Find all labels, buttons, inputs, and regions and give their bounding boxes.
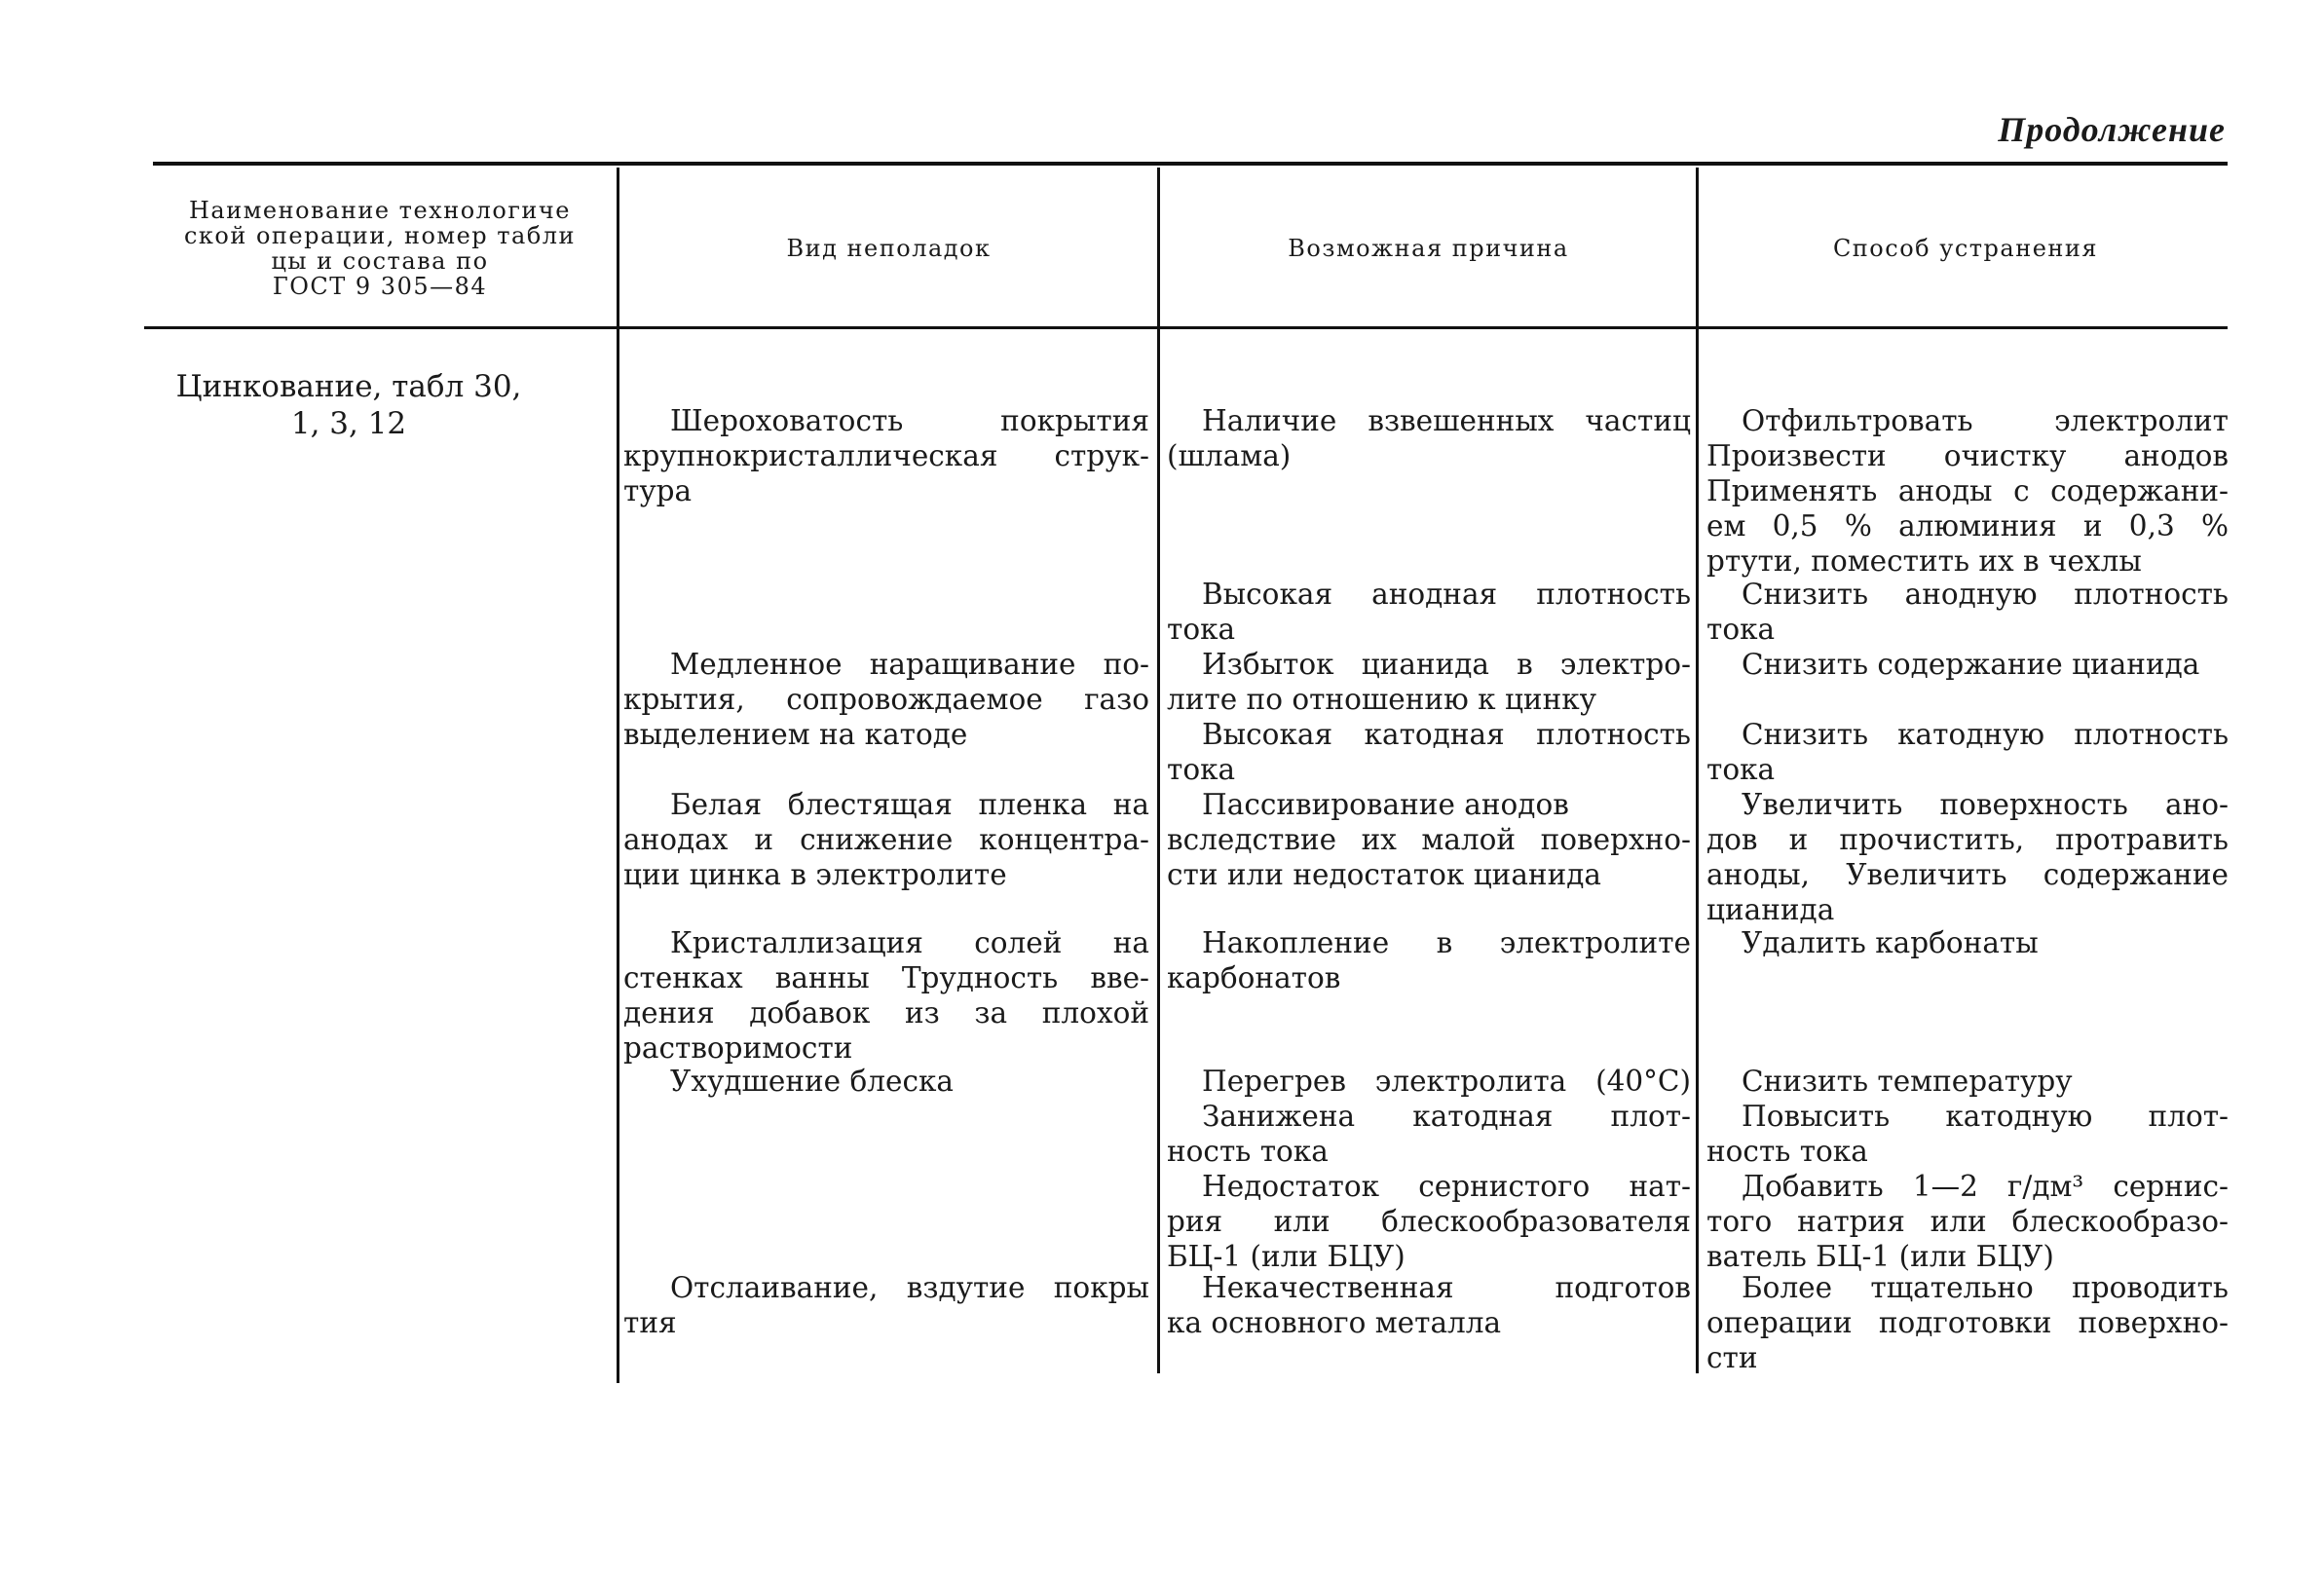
text-line: Белая блестящая пленка на: [670, 788, 1149, 821]
table-top-rule: [153, 162, 2228, 166]
text-line: дения добавок из за плохой: [623, 996, 1149, 1030]
text-line: аноды, Увеличить содержание: [1706, 858, 2229, 891]
text-line: Отфильтровать электролит: [1742, 404, 2229, 437]
header-operation-line: цы и состава по: [271, 247, 489, 275]
text-line: ртути, поместить их в чехлы: [1706, 544, 2142, 578]
cause-entry: [1167, 1099, 1691, 1169]
text-line: тока: [1167, 753, 1236, 786]
column-divider-3: [1696, 168, 1699, 1373]
header-operation-line: Наименование технологиче: [188, 197, 571, 224]
cause-entry: [1167, 577, 1691, 647]
defect-entry: [623, 1064, 1149, 1099]
text-line: Накопление в электролите: [1202, 926, 1691, 959]
text-line: ции цинка в электролите: [623, 858, 1007, 891]
defect-entry: [623, 787, 1149, 892]
text-line: Некачественная подготов: [1202, 1271, 1691, 1304]
text-line: Высокая анодная плотность: [1202, 578, 1691, 611]
text-line: вследствие их малой поверхно-: [1167, 823, 1691, 856]
text-line: Более тщательно проводить: [1742, 1271, 2229, 1304]
remedy-entry: [1706, 577, 2229, 647]
text-line: того натрия или блескообразо-: [1706, 1205, 2229, 1238]
text-line: ка основного металла: [1167, 1306, 1502, 1339]
header-operation-line: ской операции, номер табли: [183, 222, 577, 249]
operation-line: Цинкование, табл 30,: [175, 369, 522, 404]
cause-entry: [1167, 1064, 1691, 1099]
text-line: БЦ-1 (или БЦУ): [1167, 1240, 1406, 1273]
text-line: Пассивирование анодов: [1202, 788, 1569, 821]
text-line: Повысить катодную плот-: [1742, 1100, 2229, 1133]
text-line: выделением на катоде: [623, 718, 968, 751]
text-line: анодах и снижение концентра-: [623, 823, 1149, 856]
header-remedy: Способ устранения: [1832, 235, 2099, 262]
text-line: Кристаллизация солей на: [670, 926, 1149, 959]
operation-line: 1, 3, 12: [290, 406, 407, 441]
text-line: ватель БЦ-1 (или БЦУ): [1706, 1240, 2054, 1273]
text-line: крытия, сопровождаемое газо: [623, 683, 1149, 716]
text-line: Применять аноды с содержани-: [1706, 474, 2229, 507]
text-line: Высокая катодная плотность: [1202, 718, 1691, 751]
cause-entry: [1167, 647, 1691, 717]
text-line: сти или недостаток цианида: [1167, 858, 1601, 891]
header-operation-line: ГОСТ 9 305—84: [272, 273, 488, 300]
text-line: Снизить содержание цианида: [1742, 648, 2200, 681]
cause-entry: [1167, 717, 1691, 787]
text-line: лите по отношению к цинку: [1167, 683, 1597, 716]
text-line: Медленное наращивание по-: [670, 648, 1149, 681]
remedy-entry: [1706, 1064, 2229, 1099]
remedy-entry: [1706, 473, 2229, 579]
text-line: тура: [623, 474, 693, 507]
remedy-entry: [1706, 1099, 2229, 1169]
text-line: Добавить 1—2 г/дм³ сернис-: [1742, 1170, 2229, 1203]
text-line: Снизить температуру: [1742, 1065, 2073, 1098]
text-line: Удалить карбонаты: [1742, 926, 2039, 959]
text-line: ность тока: [1706, 1135, 1868, 1168]
text-line: Произвести очистку анодов: [1706, 439, 2229, 472]
column-divider-1: [617, 168, 619, 1383]
operation-name: [144, 368, 553, 442]
cause-entry: [1167, 403, 1691, 473]
cause-entry: [1167, 925, 1691, 995]
remedy-entry: [1706, 438, 2229, 473]
text-line: Шероховатость покрытия: [670, 404, 1149, 437]
defect-entry: [623, 1270, 1149, 1340]
remedy-entry: [1706, 1169, 2229, 1274]
remedy-entry: [1706, 647, 2229, 682]
text-line: ность тока: [1167, 1135, 1329, 1168]
header-operation: [146, 170, 614, 326]
text-line: дов и прочистить, протравить: [1706, 823, 2229, 856]
continuation-label: Продолжение: [1998, 110, 2226, 149]
remedy-entry: [1706, 787, 2229, 927]
text-line: Наличие взвешенных частиц: [1202, 404, 1691, 437]
text-line: карбонатов: [1167, 961, 1341, 994]
cause-entry: [1167, 1270, 1691, 1340]
text-line: тока: [1167, 613, 1236, 646]
text-line: ем 0,5 % алюминия и 0,3 %: [1706, 509, 2229, 543]
text-line: цианида: [1706, 893, 1835, 926]
text-line: Снизить анодную плотность: [1742, 578, 2229, 611]
defect-entry: [623, 925, 1149, 1066]
defect-entry: [623, 403, 1149, 508]
remedy-entry: [1706, 925, 2229, 960]
text-line: операции подготовки поверхно-: [1706, 1306, 2229, 1339]
text-line: Занижена катодная плот-: [1202, 1100, 1691, 1133]
remedy-entry: [1706, 1270, 2229, 1375]
text-line: растворимости: [623, 1031, 853, 1065]
text-line: тока: [1706, 753, 1776, 786]
header-cause: Возможная причина: [1288, 235, 1569, 262]
header-bottom-rule: [144, 326, 2228, 329]
text-line: рия или блескообразователя: [1167, 1205, 1691, 1238]
column-divider-2: [1157, 168, 1160, 1373]
text-line: (шлама): [1167, 439, 1292, 472]
text-line: сти: [1706, 1341, 1758, 1374]
text-line: Увеличить поверхность ано-: [1742, 788, 2229, 821]
text-line: тия: [623, 1306, 677, 1339]
header-defect: Вид неполадок: [786, 235, 992, 262]
cause-entry: [1167, 787, 1691, 892]
cause-entry: [1167, 1169, 1691, 1274]
text-line: Избыток цианида в электро-: [1202, 648, 1691, 681]
defect-entry: [623, 647, 1149, 752]
text-line: Недостаток сернистого нат-: [1202, 1170, 1691, 1203]
text-line: Ухудшение блеска: [670, 1065, 955, 1098]
remedy-entry: [1706, 717, 2229, 787]
text-line: крупнокристаллическая струк-: [623, 439, 1149, 472]
text-line: стенках ванны Трудность вве-: [623, 961, 1149, 994]
text-line: Отслаивание, вздутие покры: [670, 1271, 1149, 1304]
text-line: Снизить катодную плотность: [1742, 718, 2229, 751]
text-line: Перегрев электролита (40°C): [1202, 1065, 1691, 1098]
text-line: тока: [1706, 613, 1776, 646]
remedy-entry: [1706, 403, 2229, 438]
